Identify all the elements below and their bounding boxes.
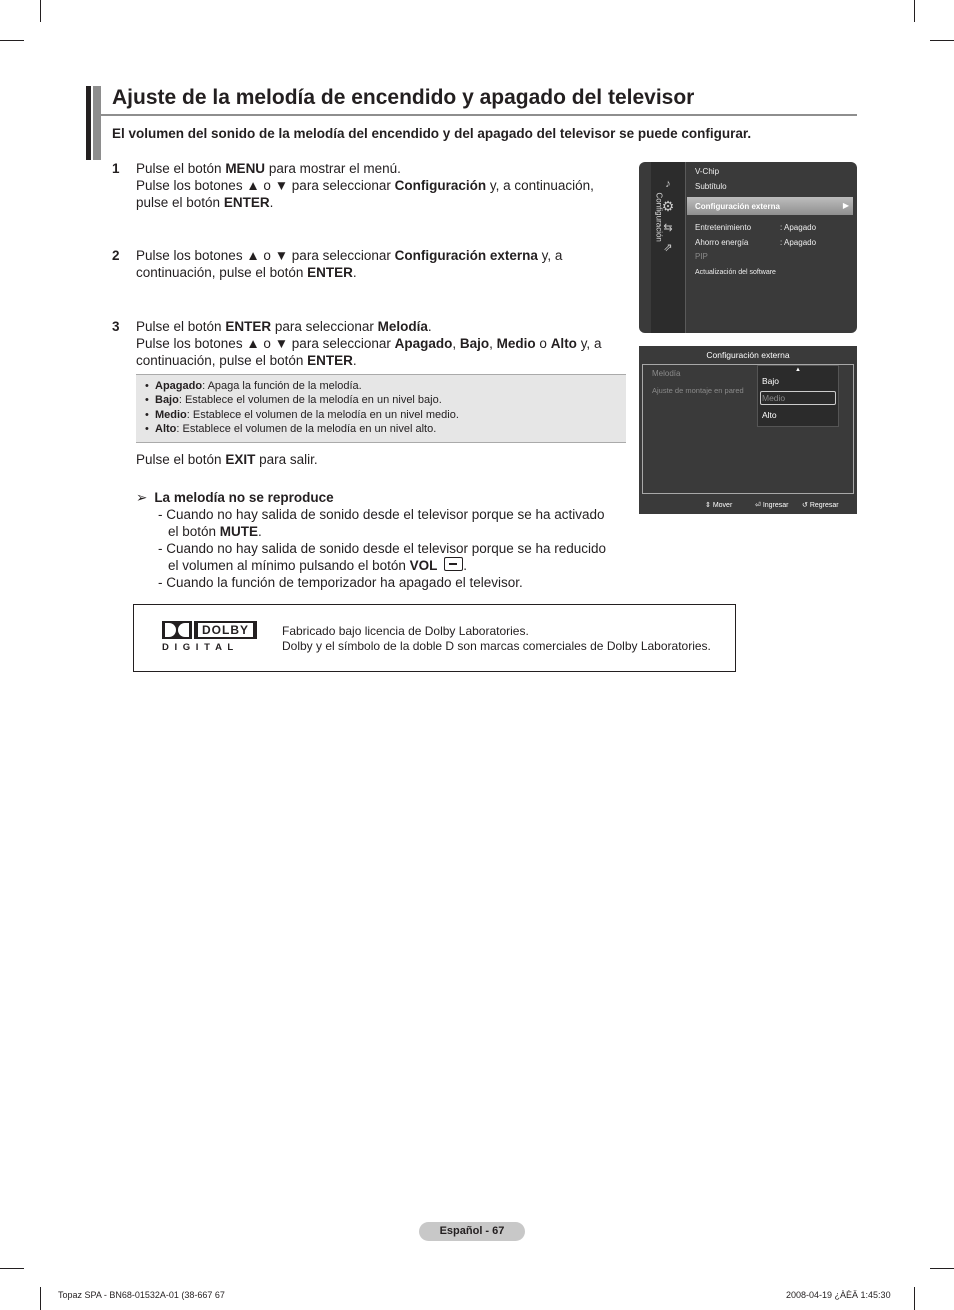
crop-mark xyxy=(0,1268,24,1269)
crop-mark xyxy=(930,1268,954,1269)
up-arrow-icon: ▲ xyxy=(795,367,801,373)
list-item: • Apagado: Apaga la función de la melodía. xyxy=(155,379,626,393)
crop-mark xyxy=(914,1287,915,1310)
support-icon: ⇗ xyxy=(663,242,673,254)
sidebar-label: Configuración xyxy=(654,192,664,242)
osd-panel xyxy=(642,364,854,494)
osd-label-melodia: Melodía xyxy=(652,369,681,378)
step-1-text: Pulse el botón MENU para mostrar el menú. Pulse los botones ▲ o ▼ para seleccionar Configuración y, a continuación, pulse el botón ENTER. xyxy=(136,161,594,210)
page-subtitle: El volumen del sonido de la melodía del encendido y del apagado del televisor se puede configurar. xyxy=(112,126,752,141)
updown-icon: ⇕ xyxy=(705,502,711,509)
osd-footer-regresar: ↺ Regresar xyxy=(802,502,839,509)
crop-mark xyxy=(0,40,24,41)
crop-mark xyxy=(914,0,915,22)
list-item: • Alto: Establece el volumen de la melodía en un nivel alto. xyxy=(155,422,626,436)
step-number: 2 xyxy=(112,248,120,263)
osd-option: Bajo xyxy=(762,376,780,386)
osd-footer-mover: ⇕ Mover xyxy=(705,502,733,509)
step-number: 1 xyxy=(112,161,120,176)
osd-label-ajuste: Ajuste de montaje en pared xyxy=(652,386,744,395)
troubleshoot-note: ➢ La melodía no se reproduce - Cuando no hay salida de sonido desde el televisor porque se ha activado el botón MUTE. - Cuando no hay salida de sonido desde el televisor porque se ha reducido el volumen al mínimo pulsando el botón VOL . - Cuando la función de temporizador ha apagado el televisor. xyxy=(136,489,626,591)
title-accent-bar xyxy=(93,86,101,160)
step-3-text: Pulse el botón ENTER para seleccionar Melodía. Pulse los botones ▲ o ▼ para seleccionar Apagado, Bajo, Medio o Alto y, a continuación, pulse el botón ENTER. xyxy=(136,319,602,368)
menu-item-subtitulo: Subtítulo xyxy=(695,182,727,191)
external-config-screenshot xyxy=(639,346,857,514)
dolby-license-box xyxy=(133,604,736,672)
right-arrow-icon: ▶ xyxy=(842,201,849,210)
gear-icon: ⚙ xyxy=(661,198,675,214)
print-footer-left: Topaz SPA - BN68-01532A-01 (38-667 67 xyxy=(58,1290,225,1300)
menu-item-pip: PIP xyxy=(695,252,708,261)
print-footer-right: 2008-04-19 ¿ÀÈÄ 1:45:30 xyxy=(786,1290,891,1300)
crop-mark xyxy=(40,1287,41,1310)
title-rule xyxy=(101,114,857,116)
osd-footer-ingresar: ⏎ Ingresar xyxy=(755,502,789,509)
options-info-box xyxy=(136,374,626,443)
menu-item-entretenimiento: Entretenimiento xyxy=(695,223,752,232)
crop-mark xyxy=(40,0,41,22)
menu-item-ahorro: Ahorro energía xyxy=(695,238,749,247)
menu-item-config-externa: Configuración externa ▶ xyxy=(687,197,853,215)
note-line: - Cuando la función de temporizador ha apagado el televisor. xyxy=(158,575,523,590)
osd-header: Configuración externa xyxy=(706,350,790,360)
volume-minus-icon xyxy=(444,557,463,571)
list-item: • Medio: Establece el volumen de la melodía en un nivel medio. xyxy=(155,408,626,422)
title-accent-bar xyxy=(86,86,91,160)
menu-item-actualizacion: Actualización del software xyxy=(695,269,776,276)
menu-value: : Apagado xyxy=(780,223,817,232)
note-line: - Cuando no hay salida de sonido desde el televisor porque se ha reducido xyxy=(158,541,607,556)
setup-menu-screenshot xyxy=(639,162,857,333)
dolby-logo xyxy=(162,621,258,653)
note-line: el volumen al mínimo pulsando el botón VOL . xyxy=(168,558,467,573)
page-title: Ajuste de la melodía de encendido y apagado del televisor xyxy=(112,86,695,109)
enter-icon: ⏎ xyxy=(755,502,761,509)
list-item: • Bajo: Establece el volumen de la melodía en un nivel bajo. xyxy=(155,393,626,407)
sound-icon: ♪ xyxy=(665,178,671,190)
note-line: el botón MUTE. xyxy=(168,524,262,539)
menu-value: : Apagado xyxy=(780,238,817,247)
menu-item-vchip: V-Chip xyxy=(695,167,720,176)
input-icon: ⇆ xyxy=(663,222,673,234)
double-d-icon xyxy=(162,621,192,639)
note-line: - Cuando no hay salida de sonido desde el televisor porque se ha activado xyxy=(158,507,605,522)
dolby-digital-label: D I G I T A L xyxy=(162,642,235,653)
osd-option: Alto xyxy=(762,410,777,420)
dolby-license-text: Fabricado bajo licencia de Dolby Laboratories. Dolby y el símbolo de la doble D son marcas comerciales de Dolby Laboratories. xyxy=(282,624,711,653)
dolby-wordmark: DOLBY xyxy=(198,623,253,637)
step-2-text: Pulse los botones ▲ o ▼ para seleccionar Configuración externa y, a continuación, pulse el botón ENTER. xyxy=(136,248,563,280)
return-icon: ↺ xyxy=(802,502,808,509)
exit-instruction: Pulse el botón EXIT para salir. xyxy=(136,452,318,467)
crop-mark xyxy=(930,40,954,41)
note-arrow-icon: ➢ xyxy=(136,490,148,505)
step-number: 3 xyxy=(112,319,120,334)
page-number-badge: Español - 67 xyxy=(419,1222,525,1241)
osd-dropdown xyxy=(757,365,839,427)
osd-option-selected: Medio xyxy=(762,393,786,403)
